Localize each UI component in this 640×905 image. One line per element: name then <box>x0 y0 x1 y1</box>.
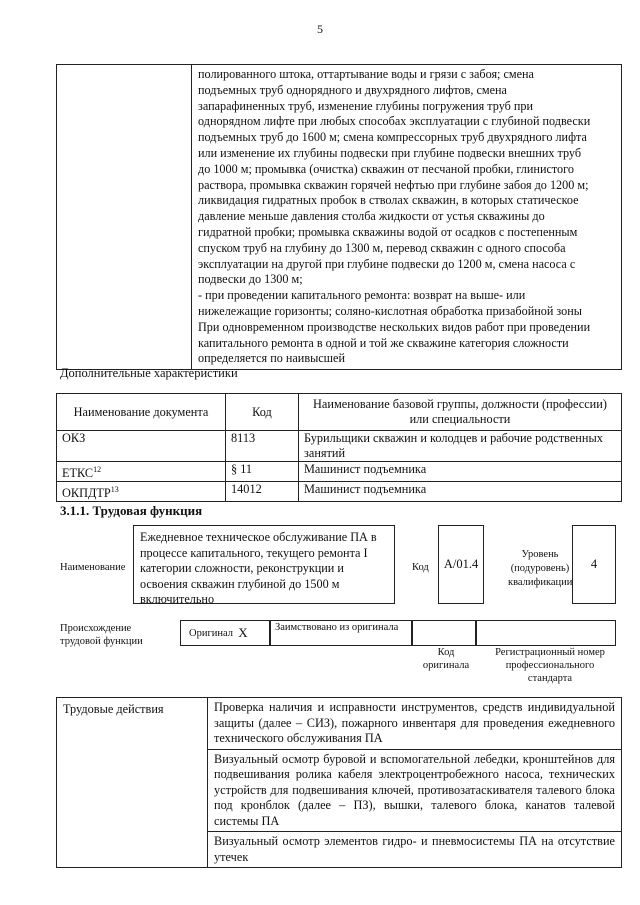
reg-number-label: Регистрационный номер профессионального стандарта <box>495 647 605 684</box>
reg-number-cell <box>476 620 616 646</box>
header-name: Наименование базовой группы, должности (профессии) или специальности <box>299 394 622 431</box>
origin-label: Происхождение трудовой функции <box>60 623 143 647</box>
code-original-cell <box>412 620 476 646</box>
level-label: Уровень (подуровень) квалификации <box>508 549 573 588</box>
additional-heading: Дополнительные характеристики <box>60 366 238 380</box>
table-row: ЕТКС$^{12}$ § 11 Машинист подъемника <box>57 462 622 482</box>
code-label: Код <box>412 562 429 573</box>
name-label: Наименование <box>60 562 126 573</box>
labor-actions-label: Трудовые действия <box>57 698 208 868</box>
section-title: 3.1.1. Трудовая функция <box>60 503 203 518</box>
header-code: Код <box>226 394 299 431</box>
labor-action-item: Проверка наличия и исправности инструментов, средств индивидуальной защиты (далее – СИЗ), пожарного инвентаря для проведения ежедневного технического обслуживания ПА <box>208 698 622 750</box>
additional-table <box>56 393 622 502</box>
code-value: А/01.4 <box>438 525 484 604</box>
continuation-label-cell <box>57 65 192 370</box>
table-row: ОКПДТР$^{13}$ 14012 Машинист подъемника <box>57 482 622 502</box>
labor-actions-table <box>56 697 622 868</box>
header-document: Наименование документа <box>57 394 226 431</box>
function-name-box: Ежедневное техническое обслуживание ПА в процессе капитального, текущего ремонта I категории сложности, реконструкции и освоения скважин глубиной до 1500 м включительно <box>133 525 395 604</box>
continuation-text-cell: полированного штока, оттартывание воды и грязи с забоя; смена подъемных труб однорядного и двухрядного лифтов, смена запарафиненных труб, изменение глубины погружения труб при однорядном лифте при любых способах эксплуатации с глубиной подвески подъемных труб до 1600 м; смена компрессорных труб двухрядного лифта или изменение их глубины подвески при глубине подвески внешних труб до 1000 м; промывка (очистка) скважин от песчаной пробки, глинистого раствора, промывка скважин горячей нефтью при глубине забоя до 1200 м; ликвидация гидратных пробок в стволах скважин, в которых статическое давление меньше давления столба жидкости от устья скважины до гидратной пробки; промывка скважины водой от осадков с постепенным спуском труб на глубину до 1300 м, перевод скважин с одного способа эксплуатации на другой при глубине подвески до 1200 м, смена насоса с подвески до 1300 м; - при проведении капитального ремонта: возврат на выше- или нижележащие горизонты; соляно-кислотная обработка призабойной зоны При одновременном производстве нескольких видов работ при проведении капитального ремонта в одной и той же скважине категория сложности определяется по наивысшей <box>192 65 622 370</box>
table-row: ОКЗ 8113 Бурильщики скважин и колодцев и рабочие родственных занятий <box>57 431 622 462</box>
table-row <box>57 698 622 750</box>
labor-action-item: Визуальный осмотр буровой и вспомогательной лебедки, кронштейнов для подвешивания ролика кабеля электроцентробежного насоса, технических устройств для подвешивания ключей, противозатаскивателя талевого блока под кронблок (далее – ПЗ), вышки, талевого блока, канатов талевой системы ПА <box>208 749 622 832</box>
code-original-label: Код оригинала <box>422 647 470 671</box>
labor-action-item: Визуальный осмотр элементов гидро- и пневмосистемы ПА на отсутствие утечек <box>208 832 622 868</box>
page-number: 5 <box>317 22 323 36</box>
borrowed-cell: Заимствовано из оригинала <box>270 620 412 646</box>
original-cell: Оригинал X <box>180 620 270 646</box>
continuation-table <box>56 64 622 370</box>
level-value: 4 <box>572 525 616 604</box>
original-mark: X <box>238 625 248 640</box>
origin-row <box>180 620 616 646</box>
